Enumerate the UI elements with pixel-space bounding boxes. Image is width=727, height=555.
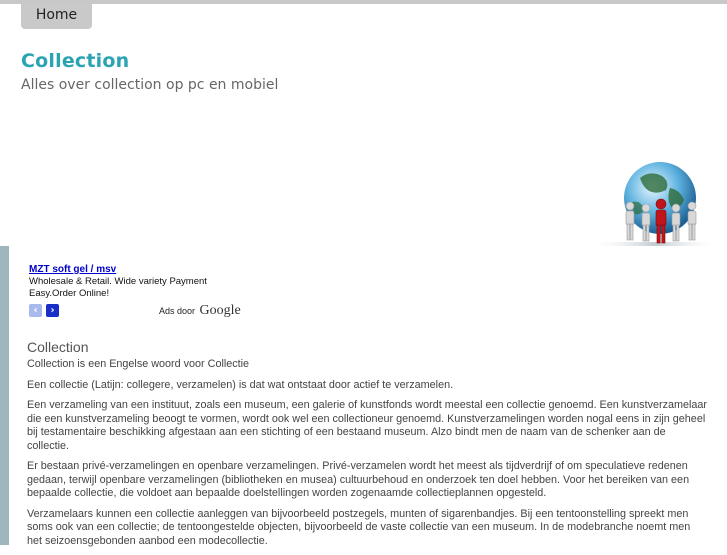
globe-people-icon xyxy=(588,158,723,248)
article-paragraph: Een verzameling van een instituut, zoals een museum, een galerie of kunstfonds wordt meestal een collectie genoemd. Een kunstverzamelaar die een kunstverzameling beoogt te vormen, wordt ook wel een collectioneur genoemd. Kunstverzamelingen worden nogal eens in zijn geheel bij testamentaire beschikking afgestaan aan een stichting of een bestaand museum. Alzo bindt men de naam van de schenker aan de collectie. xyxy=(27,399,707,452)
article-paragraph: Er bestaan privé-verzamelingen en openbare verzamelingen. Privé-verzamelen wordt het meest als tijdverdrijf of om speculatieve redenen gedaan, terwijl openbare verzamelingen (bibliotheken en musea) cultuurbehoud en onderzoek ten doel hebben. Voor het bereiken van een bepaalde collectie, die voldoet aan bepaalde doelstellingen worden zogenaamde collectieplannen opgesteld. xyxy=(27,460,690,499)
ad-block xyxy=(29,264,207,300)
nav-home-tab[interactable]: Home xyxy=(21,4,92,29)
chevron-right-icon[interactable]: › xyxy=(46,304,59,317)
ad-link[interactable]: MZT soft gel / msv xyxy=(29,264,117,275)
site-subtitle: Alles over collection op pc en mobiel xyxy=(21,77,279,93)
chevron-left-icon[interactable]: ‹ xyxy=(29,304,42,317)
site-title[interactable]: Collection xyxy=(21,50,130,72)
ads-by-google[interactable] xyxy=(159,302,241,320)
left-accent-bar xyxy=(0,246,9,545)
article-paragraph: Een collectie (Latijn: collegere, verzamelen) is dat wat ontstaat door actief te verzamelen. xyxy=(27,378,454,391)
ads-by-label: Ads door xyxy=(159,305,196,316)
top-border xyxy=(0,0,727,4)
article-paragraph: Verzamelaars kunnen een collectie aanleggen van bijvoorbeeld postzegels, munten of sigarenbandjes. Bij een tentoonstelling spreekt men soms ook van een collectie; de tentoongestelde objecten, bijvoorbeeld de vaste collectie van een museum. In de modebranche noemt men het seizoensgebonden aanbod een modecollectie. xyxy=(27,507,691,547)
ad-text-line-1: Wholesale & Retail. Wide variety Payment xyxy=(29,276,207,287)
google-logo: Google xyxy=(199,302,241,318)
article xyxy=(27,339,707,555)
article-heading: Collection xyxy=(27,339,89,355)
ad-text-line-2: Easy.Order Online! xyxy=(29,288,110,299)
article-paragraph: Collection is een Engelse woord voor Collectie xyxy=(27,358,250,370)
